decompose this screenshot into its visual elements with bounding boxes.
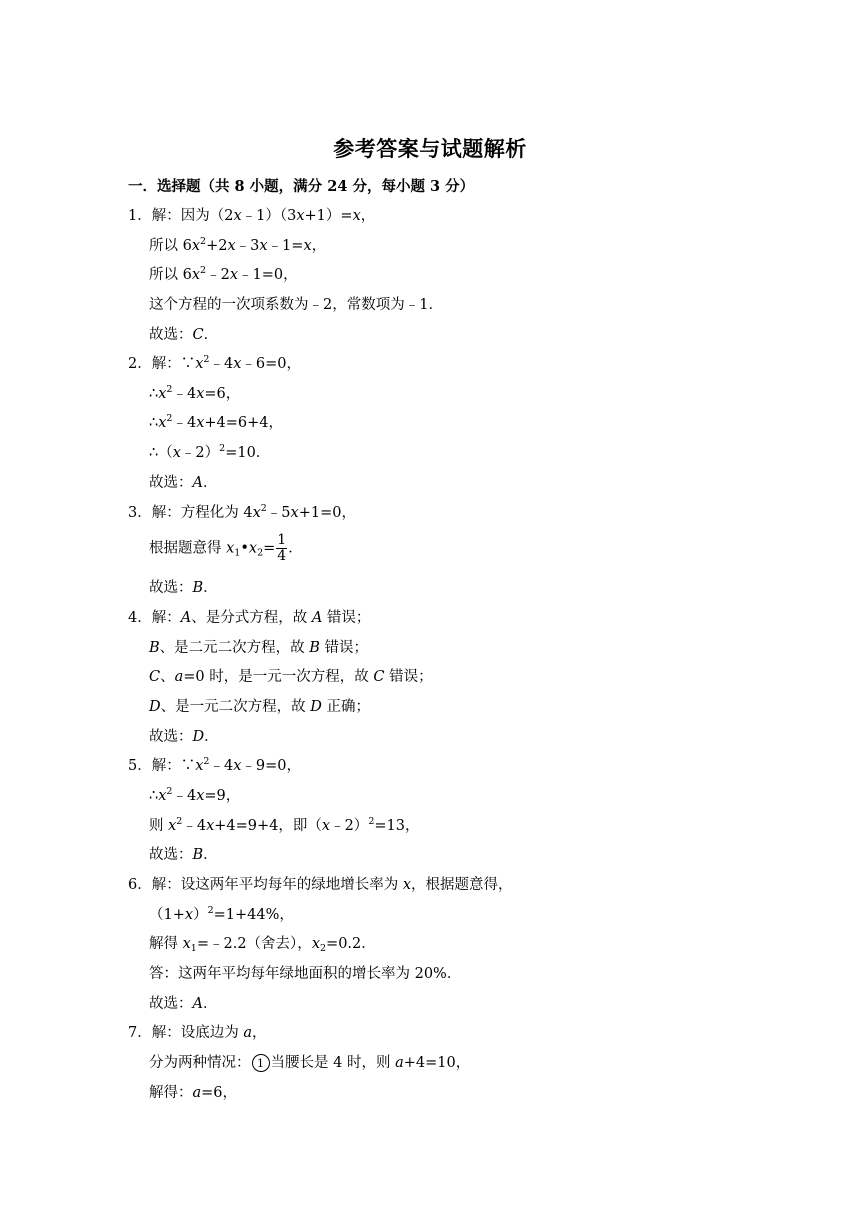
q6-line-3: 解得 $x_1=﹣2.2$（舍去），$x_2=0.2$． bbox=[149, 936, 376, 954]
q1-line-3: 所以 $6x^2﹣2x﹣1=0$， bbox=[149, 265, 298, 283]
q5-line-4: 故选：B． bbox=[149, 847, 218, 863]
q3-line-1: 3．解：方程化为 $4x^2﹣5x+1=0$， bbox=[128, 503, 356, 521]
page-title: 参考答案与试题解析 bbox=[333, 136, 527, 161]
q3-line-2: 根据题意得 $x_1•x_2=$ $\frac{1}{4}$ ． bbox=[149, 532, 303, 564]
q4-line-3: C、a=0 时，是一元一次方程，故 C 错误； bbox=[149, 669, 433, 685]
q4-line-2: B、是二元二次方程，故 B 错误； bbox=[149, 640, 369, 656]
q5-line-2: $\therefore x^2﹣4x=9$， bbox=[149, 786, 241, 804]
circled-one-icon: 1 bbox=[252, 1054, 270, 1072]
q5-line-1: 5．解：$\because x^2﹣4x﹣9=0$， bbox=[128, 756, 301, 774]
q4-line-1: 4．解：A、是分式方程，故 A 错误； bbox=[128, 610, 371, 626]
q4-line-5: 故选：D． bbox=[149, 729, 219, 745]
q7-line-2: 分为两种情况： 1 当腰长是 4 时，则 a+4=10， bbox=[149, 1055, 471, 1071]
q1-line-5: 故选：C． bbox=[149, 327, 219, 343]
q2-line-1: 2．解：$\because x^2﹣4x﹣6=0$， bbox=[128, 354, 301, 372]
q4-line-4: D、是一元二次方程，故 D 正确； bbox=[149, 699, 370, 715]
q2-line-4: ∴（x﹣2）$^2$=10． bbox=[149, 443, 271, 461]
q1-line-4: 这个方程的一次项系数为﹣2，常数项为﹣1． bbox=[149, 297, 443, 313]
q2-line-2: $\therefore x^2﹣4x=6$， bbox=[149, 384, 241, 402]
section-heading: 一．选择题（共 8 小题，满分 24 分，每小题 3 分） bbox=[128, 178, 475, 195]
q6-line-4: 答：这两年平均每年绿地面积的增长率为 20%． bbox=[149, 966, 462, 982]
q6-line-5: 故选：A． bbox=[149, 996, 218, 1012]
q3-line-3: 故选：B． bbox=[149, 580, 218, 596]
q7-line-3: 解得：a=6， bbox=[149, 1085, 238, 1101]
q2-line-3: $\therefore x^2﹣4x+4=6+4$， bbox=[149, 413, 284, 431]
q6-line-1: 6．解：设这两年平均每年的绿地增长率为 x，根据题意得， bbox=[128, 877, 513, 893]
q7-line-1: 7．解：设底边为 a， bbox=[128, 1025, 267, 1041]
fraction-one-quarter: $\frac{1}{4}$ bbox=[277, 532, 287, 564]
q5-line-3: 则 $x^2﹣4x+4=9+4$，即（x﹣2）$^2$=13， bbox=[149, 816, 420, 834]
q1-line-2: 所以 $6x^2+2x﹣3x﹣1=x$， bbox=[149, 236, 327, 254]
q1-line-1: 1．解：因为（2x﹣1）（3x+1）=x， bbox=[128, 208, 376, 224]
q2-line-5: 故选：A． bbox=[149, 475, 218, 491]
q6-line-2: $(1+x)^2=1+44\%$， bbox=[149, 905, 294, 923]
